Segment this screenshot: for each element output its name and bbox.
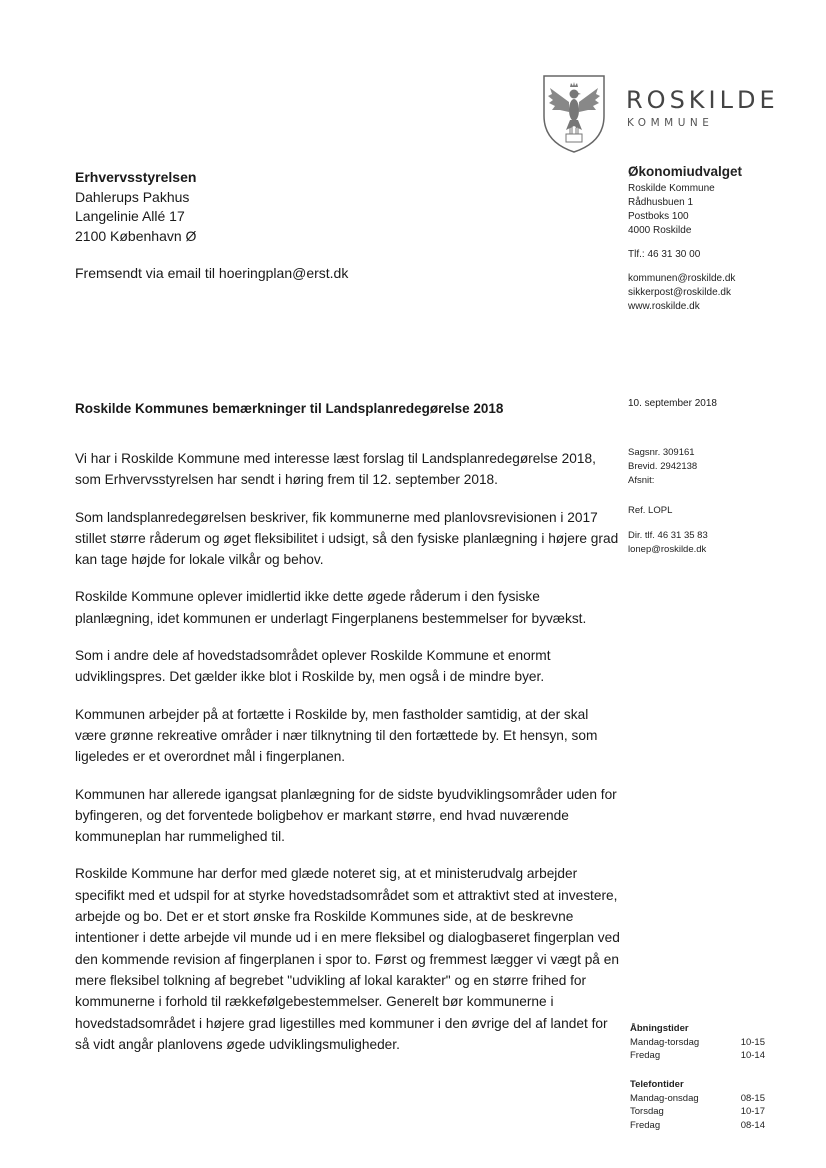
body-paragraph: Vi har i Roskilde Kommune med interesse læst forslag til Landsplanredegørelse 2018, som Erhvervsstyrelsen har sendt i høring frem til 12. september 2018. (75, 451, 596, 488)
sent-via-note: Fremsendt via email til hoeringplan@erst.dk (75, 265, 349, 281)
hours-row (630, 1049, 765, 1063)
sender-pobox: Postboks 100 (628, 211, 689, 222)
roskilde-logo (540, 72, 790, 154)
letter-subject: Roskilde Kommunes bemærkninger til Landsplanredegørelse 2018 (75, 401, 504, 416)
hours-time: 10-14 (740, 1050, 765, 1062)
letter-body (75, 448, 620, 1071)
sender-street: Rådhusbuen 1 (628, 197, 694, 208)
case-number: Sagsnr. 309161 (628, 447, 695, 458)
sender-unit: Økonomiudvalget (628, 164, 743, 179)
sender-secure-email[interactable]: sikkerpost@roskilde.dk (628, 287, 731, 298)
letter-date: 10. september 2018 (628, 398, 717, 409)
section: Afsnit: (628, 475, 655, 486)
recipient-line: 2100 København Ø (75, 227, 197, 244)
hours-day: Mandag-torsdag (630, 1036, 700, 1048)
recipient-line: Langelinie Allé 17 (75, 208, 185, 224)
phone-hours (630, 1078, 765, 1132)
hours-time: 10-17 (740, 1106, 765, 1118)
body-paragraph: Kommunen har allerede igangsat planlægning for de sidste byudviklingsområder uden for byfingeren, og det forventede boligbehov er markant større, end hvad nuværende kommuneplan har rummelighed til. (75, 786, 617, 845)
coat-of-arms-icon (540, 72, 608, 154)
phone-hours-title: Telefontider (630, 1079, 684, 1090)
hours-time: 08-14 (740, 1119, 765, 1131)
reference: Ref. LOPL (628, 505, 673, 516)
logo-subtitle: KOMMUNE (627, 117, 714, 129)
sender-info (628, 163, 818, 314)
hours-day: Fredag (630, 1050, 661, 1062)
body-paragraph: Som i andre dele af hovedstadsområdet oplever Roskilde Kommune et enormt udviklingspres. Det gælder ikke blot i Roskilde by, men også i de mindre byer. (75, 648, 551, 685)
letter-id: Brevid. 2942138 (628, 461, 698, 472)
hours-row (630, 1105, 765, 1119)
hours-day: Mandag-onsdag (630, 1092, 699, 1104)
opening-hours-title: Åbningstider (630, 1023, 689, 1034)
opening-hours (630, 1022, 765, 1063)
sender-city: 4000 Roskilde (628, 225, 692, 236)
hours-row (630, 1119, 765, 1133)
recipient-line: Dahlerups Pakhus (75, 188, 190, 205)
body-paragraph: Kommunen arbejder på at fortætte i Roskilde by, men fastholder samtidig, at der skal være grønne rekreative områder i nær tilknytning til den fortættede by. Et hensyn, som ligeledes er et overordnet mål i fingerplanen. (75, 706, 598, 765)
hours-row (630, 1092, 765, 1106)
body-paragraph: Roskilde Kommune har derfor med glæde noteret sig, at et ministerudvalg arbejder specifikt med et udspil for at styrke hovedstadsområdet som et attraktivt sted at investere, arbejde og bo. Det er et stort ønske fra Roskilde Kommunes side, at de beskrevne intentioner i dette arbejde vil munde ud i en mere fleksibel og dialogbaseret fingerplan ved den kommende revision af fingerplanen i spor to. Først og fremmest lægger vi vægt på en mere fleksibel tolkning af begrebet "udvikling af lokal karakter" og en større frihed for kommunerne i forhold til rækkefølgebestemmelser. Generelt bør kommunerne i hovedstadsområdet i højere grad ligestilles med kommuner i den øvrige del af landet for så vidt angår planlovens øgede udviklingsmuligheder. (75, 866, 620, 1052)
hours-time: 10-15 (740, 1036, 765, 1048)
hours-row (630, 1036, 765, 1050)
sender-org: Roskilde Kommune (628, 183, 715, 194)
body-paragraph: Roskilde Kommune oplever imidlertid ikke dette øgede råderum i den fysiske planlægning, idet kommunen er underlagt Fingerplanens bestemmelser for byvækst. (75, 589, 587, 626)
hours-time: 08-15 (740, 1092, 765, 1104)
recipient-name: Erhvervsstyrelsen (75, 169, 197, 185)
direct-phone: Dir. tlf. 46 31 35 83 (628, 530, 708, 541)
recipient-address (75, 168, 196, 246)
reference-info (628, 446, 808, 557)
sender-email[interactable]: kommunen@roskilde.dk (628, 273, 736, 284)
reference-email[interactable]: lonep@roskilde.dk (628, 544, 707, 555)
hours-day: Fredag (630, 1119, 661, 1131)
sender-phone: Tlf.: 46 31 30 00 (628, 249, 701, 260)
body-paragraph: Som landsplanredegørelsen beskriver, fik kommunerne med planlovsrevisionen i 2017 stillet større råderum og øget fleksibilitet i udsigt, så den fysiske planlægning i højere grad kan tage højde for lokale vilkår og behov. (75, 509, 619, 568)
sender-website[interactable]: www.roskilde.dk (628, 301, 700, 312)
hours-day: Torsdag (630, 1106, 664, 1118)
logo-name: ROSKILDE (626, 86, 779, 114)
